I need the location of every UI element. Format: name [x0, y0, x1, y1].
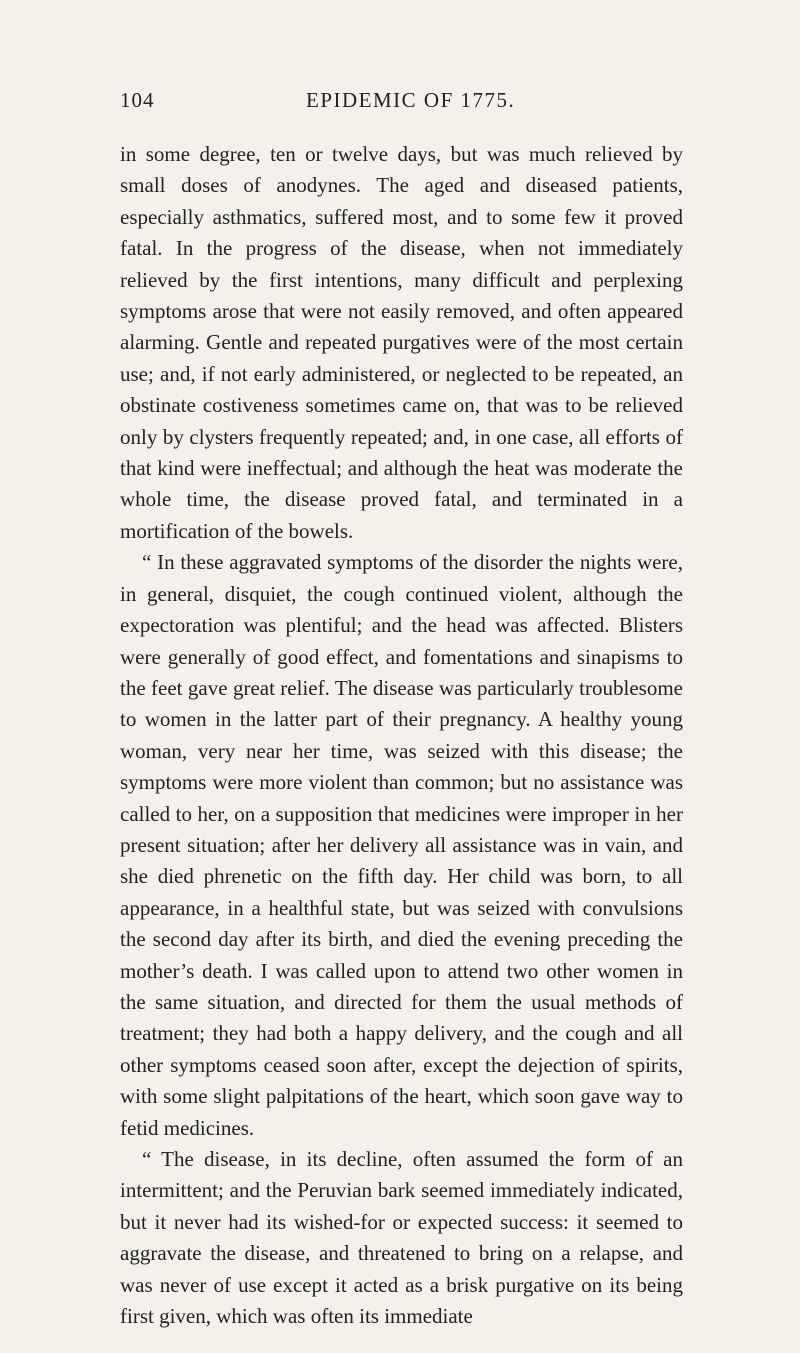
paragraph-continuation: in some degree, ten or twelve days, but was much relieved by small doses of anodynes. The aged and diseased patients, especially asthmatics, suffered most, and to some few it proved fatal. In the progress of the disease, when not immediately relieved by the first intentions, many difficult and perplexing symptoms arose that were not easily removed, and often appeared alarming. Gentle and repeated purgatives were of the most certain use; and, if not early administered, or neglected to be repeated, an obstinate costiveness sometimes came on, that was to be relieved only by clysters frequently repeated; and, in one case, all efforts of that kind were ineffectual; and although the heat was moderate the whole time, the disease proved fatal, and terminated in a mortification of the bowels. — [120, 142, 683, 543]
paragraph-aggravated-symptoms: “ In these aggravated symptoms of the disorder the nights were, in general, disquiet, the cough continued violent, although the expectoration was plentiful; and the head was affected. Blisters were generally of good effect, and fomentations and sinapisms to the feet gave great relief. The disease was particularly troublesome to women in the latter part of their pregnancy. A healthy young woman, very near her time, was seized with this disease; the symptoms were more violent than common; but no assistance was called to her, on a supposition that medicines were improper in her present situation; after her delivery all assistance was in vain, and she died phrenetic on the fifth day. Her child was born, to all appearance, in a healthful state, but was seized with convulsions the second day after its birth, and died the evening preceding the mother’s death. I was called upon to attend two other women in the same situation, and directed for them the usual methods of treatment; they had both a happy delivery, and the cough and all other symptoms ceased soon after, except the dejection of spirits, with some slight palpitations of the heart, which soon gave way to fetid medicines. — [120, 550, 683, 1140]
body-text — [120, 139, 683, 1332]
page-number: 104 — [120, 88, 155, 112]
page-header — [120, 88, 680, 122]
running-head: EPIDEMIC OF 1775. — [306, 88, 516, 112]
paragraph-disease-decline: “ The disease, in its decline, often assumed the form of an intermittent; and the Peruvian bark seemed immediately indicated, but it never had its wished-for or expected success: it seemed to aggravate the disease, and threatened to bring on a relapse, and was never of use except it acted as a brisk purgative on its being first given, which was often its immediate — [120, 1147, 683, 1329]
